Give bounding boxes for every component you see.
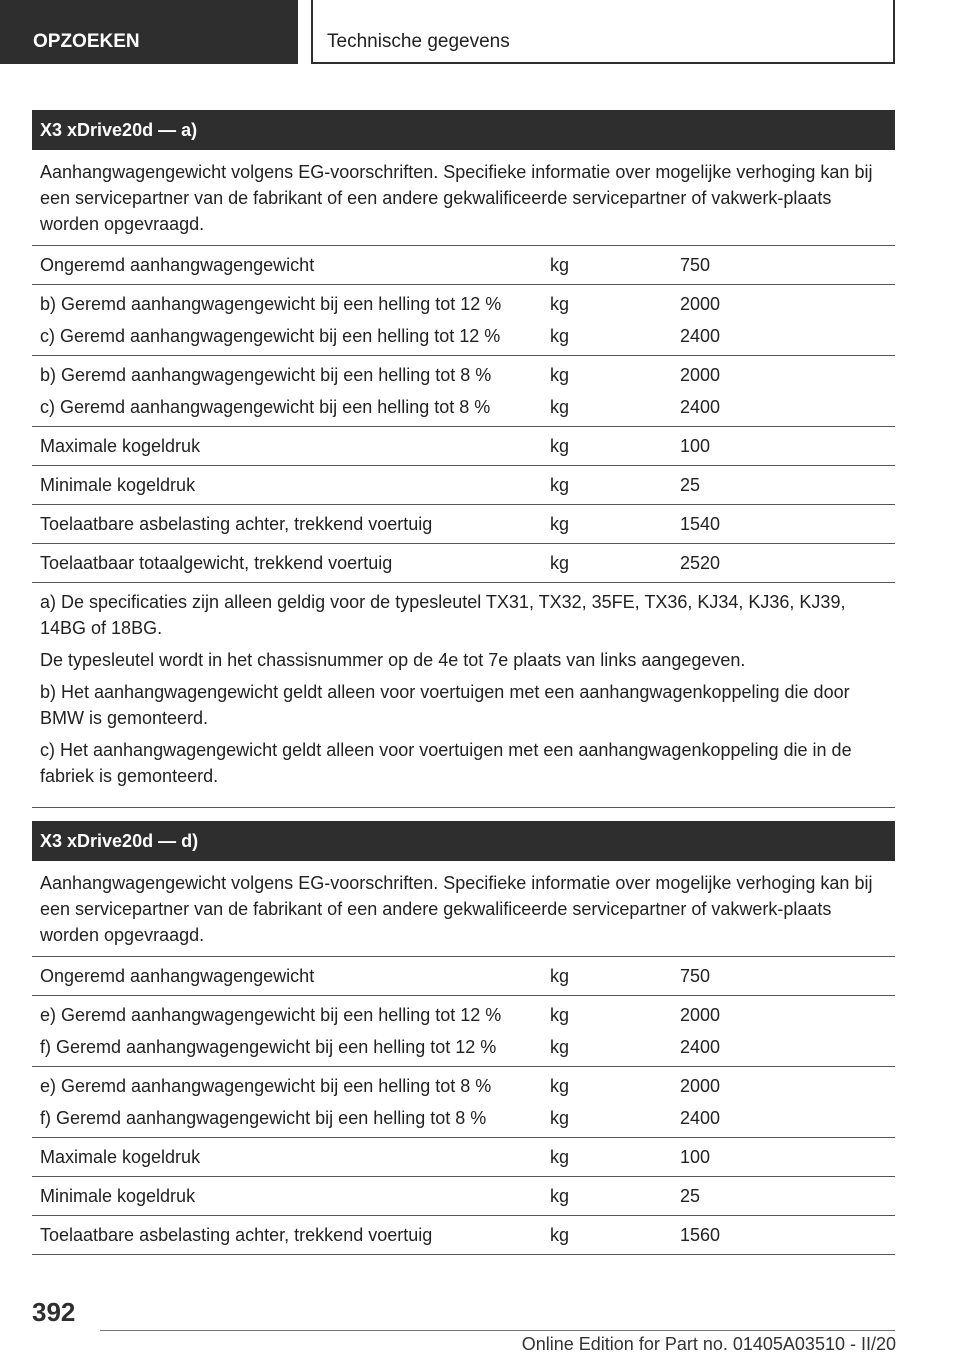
spec-label-cell <box>32 249 550 281</box>
spec-unit: kg <box>550 255 570 275</box>
chapter-title: Technische gegevens <box>327 31 510 52</box>
spec-unit-cell <box>550 1141 680 1173</box>
spec-value-cell <box>680 1180 895 1212</box>
table-row <box>32 1177 895 1216</box>
spec-value-cell <box>680 508 895 540</box>
section-title: X3 xDrive20d — a) <box>32 110 895 150</box>
spec-unit-cell <box>550 999 680 1063</box>
spec-unit: kg <box>550 397 570 417</box>
spec-unit: kg <box>550 1005 570 1025</box>
spec-unit: kg <box>550 553 570 573</box>
footnote: De typesleutel wordt in het chassisnummer op de 4e tot 7e plaats van links aangegeven. <box>40 650 746 670</box>
spec-label: Minimale kogeldruk <box>40 1186 196 1206</box>
footnote: a) De specificaties zijn alleen geldig voor de typesleutel TX31, TX32, 35FE, TX36, KJ34, KJ36, KJ39, 14BG of 18BG. <box>40 592 846 638</box>
edition-text: Online Edition for Part no. 01405A03510 - II/20 <box>521 1334 896 1354</box>
spec-value-cell <box>680 960 895 992</box>
spec-table <box>32 957 895 1255</box>
spec-table <box>32 246 895 583</box>
table-row <box>32 246 895 285</box>
spec-value: 2400 <box>680 326 721 346</box>
spec-value: 2400 <box>680 1108 721 1128</box>
spec-unit: kg <box>550 1225 570 1245</box>
spec-unit-cell <box>550 1180 680 1212</box>
footnotes <box>32 583 895 808</box>
spec-unit-cell <box>550 960 680 992</box>
spec-label-cell <box>32 359 550 423</box>
spec-unit-cell <box>550 288 680 352</box>
spec-unit: kg <box>550 436 570 456</box>
spec-value-cell <box>680 1070 895 1134</box>
spec-section-a <box>32 110 895 808</box>
spec-unit: kg <box>550 475 570 495</box>
spec-value-cell <box>680 469 895 501</box>
spec-label-cell <box>32 430 550 462</box>
spec-value: 100 <box>680 1147 711 1167</box>
table-row <box>32 1138 895 1177</box>
spec-value: 750 <box>680 255 711 275</box>
spec-value: 1540 <box>680 514 721 534</box>
table-row <box>32 285 895 356</box>
section-intro: Aanhangwagengewicht volgens EG-voorschriften. Specifieke informatie over mogelijke verhoging kan bij een servicepartner van de fabrikant of een andere gekwalificeerde servicepartner of vakwerk-plaats worden opgevraagd. <box>32 861 895 957</box>
spec-label-cell <box>32 999 550 1063</box>
spec-value: 2000 <box>680 294 721 314</box>
spec-label-cell <box>32 960 550 992</box>
table-row <box>32 356 895 427</box>
spec-value-cell <box>680 359 895 423</box>
table-row <box>32 1216 895 1255</box>
spec-label: Maximale kogeldruk <box>40 1147 201 1167</box>
section-label: OPZOEKEN <box>33 31 140 52</box>
spec-label: Toelaatbare asbelasting achter, trekkend voertuig <box>40 514 433 534</box>
spec-label: f) Geremd aanhangwagengewicht bij een helling tot 8 % <box>40 1108 487 1128</box>
spec-label: Ongeremd aanhangwagengewicht <box>40 966 315 986</box>
spec-value-cell <box>680 1141 895 1173</box>
spec-label: Ongeremd aanhangwagengewicht <box>40 255 315 275</box>
spec-value: 2000 <box>680 1076 721 1096</box>
spec-value: 2400 <box>680 397 721 417</box>
spec-label-cell <box>32 547 550 579</box>
spec-label: b) Geremd aanhangwagengewicht bij een helling tot 12 % <box>40 294 502 314</box>
spec-unit-cell <box>550 508 680 540</box>
spec-label: f) Geremd aanhangwagengewicht bij een helling tot 12 % <box>40 1037 497 1057</box>
spec-label-cell <box>32 469 550 501</box>
spec-unit: kg <box>550 294 570 314</box>
spec-value: 2520 <box>680 553 721 573</box>
spec-value-cell <box>680 430 895 462</box>
spec-unit: kg <box>550 1147 570 1167</box>
spec-unit: kg <box>550 326 570 346</box>
spec-unit-cell <box>550 359 680 423</box>
footnote: c) Het aanhangwagengewicht geldt alleen voor voertuigen met een aanhangwagenkoppeling die in de fabriek is gemonteerd. <box>40 740 852 786</box>
spec-unit: kg <box>550 1108 570 1128</box>
spec-unit: kg <box>550 1186 570 1206</box>
section-intro: Aanhangwagengewicht volgens EG-voorschriften. Specifieke informatie over mogelijke verhoging kan bij een servicepartner van de fabrikant of een andere gekwalificeerde servicepartner of vakwerk-plaats worden opgevraagd. <box>32 150 895 246</box>
spec-section-d <box>32 821 895 1255</box>
spec-label-cell <box>32 508 550 540</box>
spec-unit: kg <box>550 365 570 385</box>
spec-label: Maximale kogeldruk <box>40 436 201 456</box>
spec-value: 2400 <box>680 1037 721 1057</box>
table-row <box>32 466 895 505</box>
spec-unit-cell <box>550 249 680 281</box>
spec-unit-cell <box>550 1219 680 1251</box>
table-row <box>32 505 895 544</box>
chapter-header <box>311 0 895 64</box>
spec-unit-cell <box>550 430 680 462</box>
spec-value: 750 <box>680 966 711 986</box>
footnote: b) Het aanhangwagengewicht geldt alleen voor voertuigen met een aanhangwagenkoppeling die door BMW is gemonteerd. <box>40 682 850 728</box>
spec-value-cell <box>680 249 895 281</box>
spec-label: e) Geremd aanhangwagengewicht bij een helling tot 12 % <box>40 1005 502 1025</box>
spec-value: 25 <box>680 475 701 495</box>
footer-divider <box>100 1330 895 1331</box>
spec-value-cell <box>680 547 895 579</box>
spec-label: Toelaatbare asbelasting achter, trekkend voertuig <box>40 1225 433 1245</box>
spec-label: b) Geremd aanhangwagengewicht bij een helling tot 8 % <box>40 365 492 385</box>
spec-unit: kg <box>550 966 570 986</box>
spec-value-cell <box>680 1219 895 1251</box>
spec-value-cell <box>680 288 895 352</box>
spec-value: 25 <box>680 1186 701 1206</box>
table-row <box>32 544 895 583</box>
table-row <box>32 1067 895 1138</box>
spec-unit-cell <box>550 547 680 579</box>
spec-value-cell <box>680 999 895 1063</box>
spec-label-cell <box>32 288 550 352</box>
spec-unit-cell <box>550 469 680 501</box>
spec-value: 100 <box>680 436 711 456</box>
spec-value: 2000 <box>680 1005 721 1025</box>
section-tab[interactable] <box>0 0 298 64</box>
table-row <box>32 427 895 466</box>
spec-value: 1560 <box>680 1225 721 1245</box>
spec-label-cell <box>32 1141 550 1173</box>
spec-label: Minimale kogeldruk <box>40 475 196 495</box>
table-row <box>32 996 895 1067</box>
spec-label: c) Geremd aanhangwagengewicht bij een helling tot 8 % <box>40 397 491 417</box>
section-title: X3 xDrive20d — d) <box>32 821 895 861</box>
spec-label-cell <box>32 1070 550 1134</box>
spec-unit: kg <box>550 1037 570 1057</box>
table-row <box>32 957 895 996</box>
spec-label-cell <box>32 1219 550 1251</box>
spec-unit-cell <box>550 1070 680 1134</box>
spec-unit: kg <box>550 514 570 534</box>
page-number: 392 <box>32 1297 76 1327</box>
spec-unit: kg <box>550 1076 570 1096</box>
spec-value: 2000 <box>680 365 721 385</box>
spec-label: Toelaatbaar totaalgewicht, trekkend voertuig <box>40 553 393 573</box>
spec-label: c) Geremd aanhangwagengewicht bij een helling tot 12 % <box>40 326 501 346</box>
spec-label: e) Geremd aanhangwagengewicht bij een helling tot 8 % <box>40 1076 492 1096</box>
spec-label-cell <box>32 1180 550 1212</box>
